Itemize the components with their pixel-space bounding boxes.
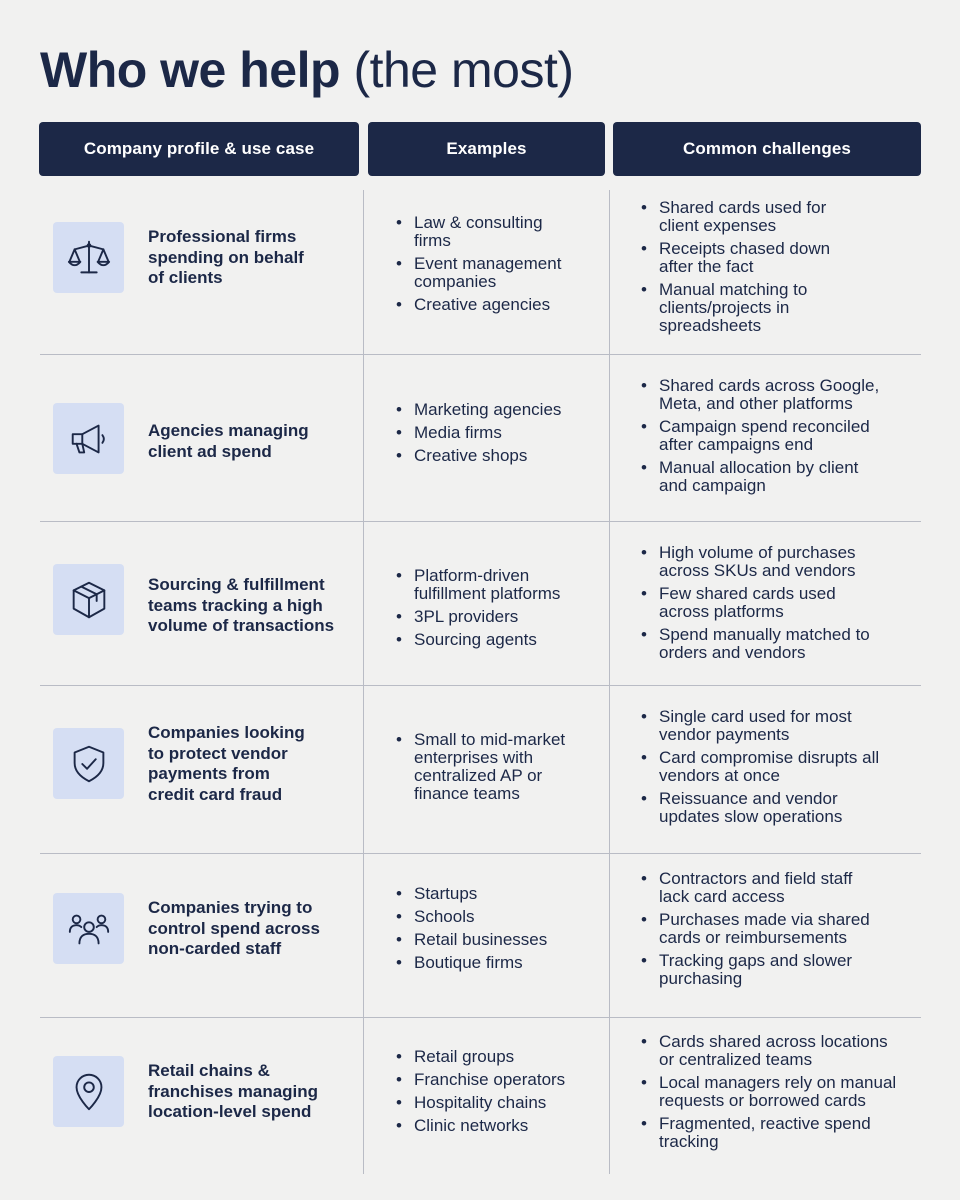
- list-item: • Law & consulting firms: [396, 214, 611, 250]
- list-item: • Small to mid-market enterprises with centralized AP or finance teams: [396, 731, 611, 803]
- list-item: • Retail groups: [396, 1048, 611, 1066]
- examples-list: [396, 214, 611, 319]
- challenges-list: [641, 708, 916, 831]
- list-item: • Creative shops: [396, 447, 611, 465]
- table-row: [40, 355, 921, 521]
- title-main: Who we help: [40, 42, 341, 98]
- map-pin-icon: [66, 1069, 112, 1115]
- list-item: • Local managers rely on manual requests or borrowed cards: [641, 1074, 916, 1110]
- icon-tile: [53, 1056, 124, 1127]
- list-item: • Tracking gaps and slower purchasing: [641, 952, 916, 988]
- examples-list: [396, 731, 611, 808]
- shield-check-icon: [66, 741, 112, 787]
- profile-text: Companies looking to protect vendor payments from credit card fraud: [148, 723, 305, 804]
- icon-tile: [53, 403, 124, 474]
- examples-list: [396, 401, 611, 470]
- list-item: • High volume of purchases across SKUs and vendors: [641, 544, 916, 580]
- header-common-challenges: [613, 122, 921, 176]
- list-item: • Franchise operators: [396, 1071, 611, 1089]
- list-item: • Campaign spend reconciled after campaigns end: [641, 418, 916, 454]
- list-item: • Receipts chased down after the fact: [641, 240, 916, 276]
- challenges-list: [641, 199, 916, 340]
- list-item: • Few shared cards used across platforms: [641, 585, 916, 621]
- list-item: • Startups: [396, 885, 611, 903]
- profile-text: Agencies managing client ad spend: [148, 421, 309, 461]
- challenges-list: [641, 377, 916, 500]
- list-item: • Creative agencies: [396, 296, 611, 314]
- list-item: • Marketing agencies: [396, 401, 611, 419]
- list-item: • Spend manually matched to orders and vendors: [641, 626, 916, 662]
- megaphone-icon: [66, 416, 112, 462]
- list-item: • Retail businesses: [396, 931, 611, 949]
- examples-list: [396, 567, 611, 654]
- table-row: [40, 1018, 921, 1174]
- list-item: • Hospitality chains: [396, 1094, 611, 1112]
- icon-tile: [53, 222, 124, 293]
- list-item: • Manual matching to clients/projects in spreadsheets: [641, 281, 916, 335]
- list-item: • Platform-driven fulfillment platforms: [396, 567, 611, 603]
- examples-list: [396, 1048, 611, 1140]
- list-item: • Fragmented, reactive spend tracking: [641, 1115, 916, 1151]
- header-company-profile: [39, 122, 359, 176]
- challenges-list: [641, 870, 916, 993]
- examples-list: [396, 885, 611, 977]
- table-row: [40, 686, 921, 853]
- scales-icon: [66, 235, 112, 281]
- table-row: [40, 190, 921, 354]
- list-item: • Manual allocation by client and campaign: [641, 459, 916, 495]
- table-row: [40, 522, 921, 685]
- list-item: • Reissuance and vendor updates slow operations: [641, 790, 916, 826]
- icon-tile: [53, 728, 124, 799]
- header-label: Examples: [446, 139, 527, 158]
- icon-tile: [53, 893, 124, 964]
- list-item: • Card compromise disrupts all vendors at once: [641, 749, 916, 785]
- list-item: • 3PL providers: [396, 608, 611, 626]
- header-label: Common challenges: [683, 139, 851, 158]
- challenges-list: [641, 544, 916, 667]
- list-item: • Sourcing agents: [396, 631, 611, 649]
- profile-text: Professional firms spending on behalf of clients: [148, 227, 304, 287]
- list-item: • Shared cards across Google, Meta, and other platforms: [641, 377, 916, 413]
- list-item: • Cards shared across locations or centralized teams: [641, 1033, 916, 1069]
- profile-text: Sourcing & fulfillment teams tracking a high volume of transactions: [148, 575, 335, 635]
- challenges-list: [641, 1033, 916, 1156]
- title-suffix: (the most): [353, 42, 574, 98]
- icon-tile: [53, 564, 124, 635]
- list-item: • Clinic networks: [396, 1117, 611, 1135]
- list-item: • Shared cards used for client expenses: [641, 199, 916, 235]
- profile-text: Companies trying to control spend across non-carded staff: [148, 898, 320, 958]
- package-icon: [66, 577, 112, 623]
- header-examples: [368, 122, 605, 176]
- page-title: [40, 38, 574, 102]
- list-item: • Contractors and field staff lack card access: [641, 870, 916, 906]
- list-item: • Single card used for most vendor payments: [641, 708, 916, 744]
- list-item: • Boutique firms: [396, 954, 611, 972]
- header-label: Company profile & use case: [83, 139, 315, 158]
- profile-text: Retail chains & franchises managing location-level spend: [148, 1061, 319, 1121]
- table-row: [40, 854, 921, 1017]
- list-item: • Media firms: [396, 424, 611, 442]
- list-item: • Schools: [396, 908, 611, 926]
- team-icon: [66, 906, 112, 952]
- list-item: • Event management companies: [396, 255, 611, 291]
- list-item: • Purchases made via shared cards or reimbursements: [641, 911, 916, 947]
